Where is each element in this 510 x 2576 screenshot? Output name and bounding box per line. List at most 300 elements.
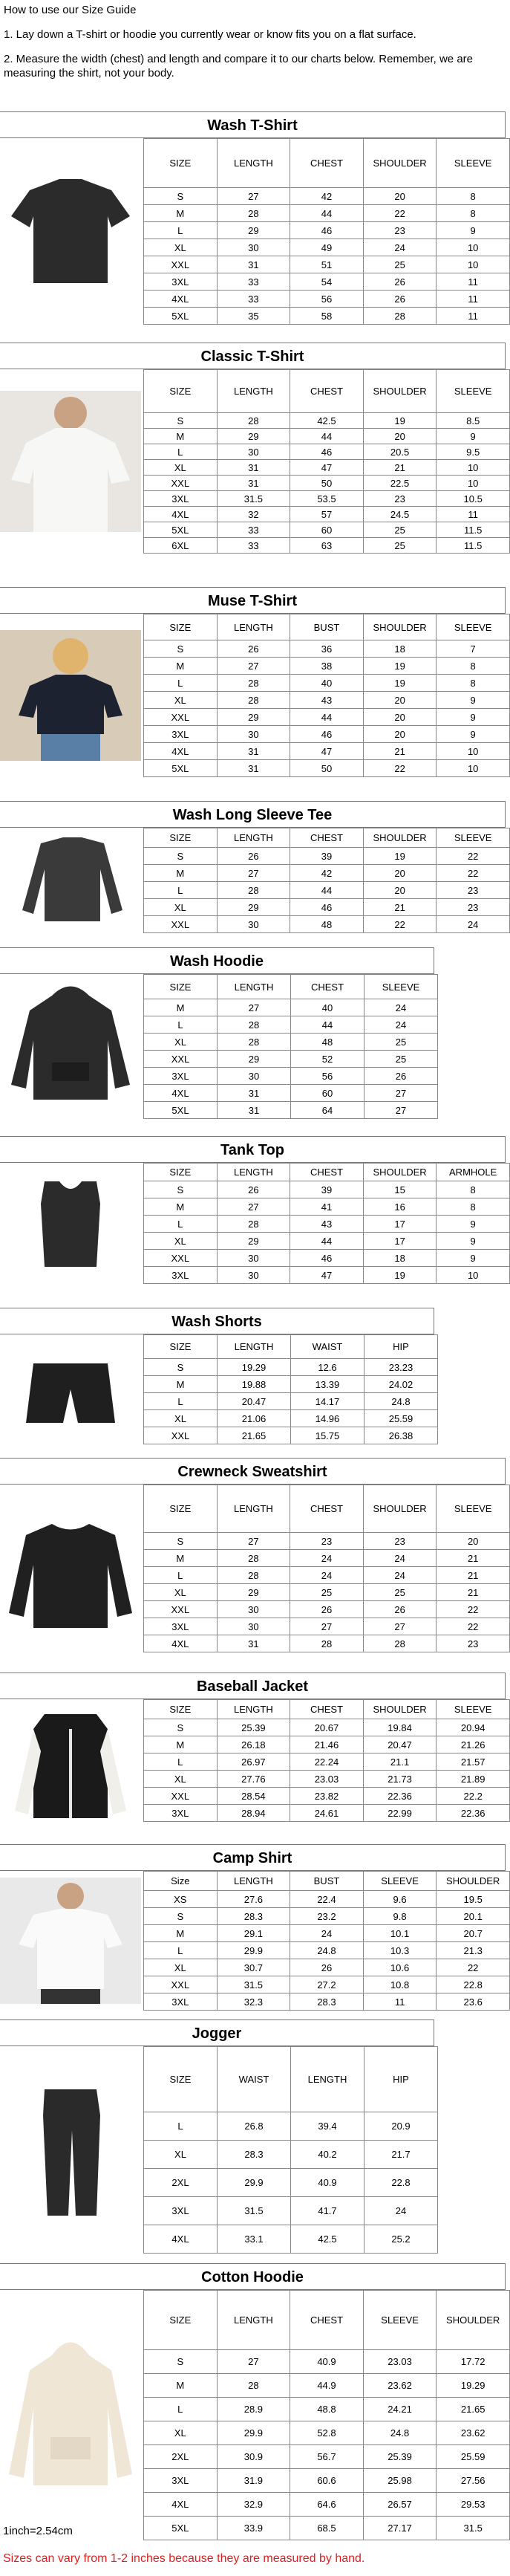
- size-chart-title: Cotton Hoodie: [0, 2263, 506, 2290]
- size-cell: 3XL: [144, 1805, 218, 1822]
- measurement-cell: 19.29: [437, 2374, 510, 2398]
- measurement-cell: 27: [290, 1618, 364, 1635]
- column-header: LENGTH: [291, 2047, 364, 2112]
- size-cell: XXL: [144, 1427, 218, 1444]
- measurement-cell: 25.59: [364, 1410, 438, 1427]
- measurement-cell: 29: [218, 1051, 291, 1068]
- size-cell: 4XL: [144, 291, 218, 308]
- measurement-cell: 47: [290, 1267, 364, 1284]
- measurement-cell: 64: [291, 1102, 364, 1119]
- measurement-cell: 48: [290, 916, 364, 933]
- measurement-cell: 31: [217, 460, 290, 476]
- measurement-cell: 33: [217, 522, 290, 538]
- measurement-cell: 9.5: [437, 444, 510, 460]
- table-row: [144, 291, 510, 308]
- size-chart-section: [0, 2019, 434, 2253]
- measurement-cell: 23.23: [364, 1359, 438, 1376]
- size-cell: L: [144, 1942, 218, 1959]
- measurement-cell: 27: [217, 188, 290, 205]
- product-photo: [0, 391, 141, 532]
- size-cell: XL: [144, 899, 218, 916]
- measurement-cell: 20.94: [437, 1719, 510, 1736]
- measurement-cell: 40: [290, 675, 364, 692]
- size-cell: XL: [144, 1584, 218, 1601]
- measurement-cell: 28: [218, 1016, 291, 1034]
- measurement-cell: 23.62: [437, 2421, 510, 2445]
- measurement-cell: 11.5: [437, 522, 510, 538]
- measurement-cell: 31: [217, 476, 290, 491]
- measurement-cell: 54: [290, 273, 364, 291]
- measurement-cell: 24: [290, 1550, 364, 1567]
- measurement-cell: 25: [363, 522, 437, 538]
- size-cell: 3XL: [144, 273, 218, 291]
- measurement-cell: 9: [437, 726, 510, 743]
- measurement-cell: 40.9: [290, 2350, 364, 2374]
- measurement-cell: 50: [290, 760, 364, 777]
- measurement-cell: 25: [363, 1584, 437, 1601]
- table-header-row: [144, 1485, 510, 1533]
- size-table: [143, 1699, 510, 1822]
- measurement-cell: 21: [437, 1550, 510, 1567]
- size-cell: S: [144, 413, 218, 429]
- measurement-cell: 21.46: [290, 1736, 364, 1753]
- size-cell: L: [144, 222, 218, 239]
- size-cell: M: [144, 1736, 218, 1753]
- size-chart-title: Camp Shirt: [0, 1844, 506, 1871]
- table-row: [144, 1891, 510, 1908]
- table-row: [144, 239, 510, 256]
- measurement-cell: 48: [291, 1034, 364, 1051]
- measurement-cell: 26: [290, 1601, 364, 1618]
- column-header: SLEEVE: [437, 1700, 510, 1719]
- measurement-cell: 24.02: [364, 1376, 438, 1393]
- measurement-cell: 21.7: [364, 2141, 438, 2169]
- guide-step-1: 1. Lay down a T-shirt or hoodie you currently wear or know fits you on a flat surface.: [4, 28, 416, 41]
- table-row: [144, 1771, 510, 1788]
- measurement-cell: 26: [363, 291, 437, 308]
- measurement-cell: 29: [217, 709, 290, 726]
- column-header: SLEEVE: [437, 1485, 510, 1533]
- measurement-cell: 60: [290, 522, 364, 538]
- size-chart-section: [0, 1458, 506, 1652]
- size-cell: 4XL: [144, 1085, 218, 1102]
- measurement-cell: 23.03: [363, 2350, 437, 2374]
- measurement-cell: 44: [290, 882, 364, 899]
- measurement-cell: 60: [291, 1085, 364, 1102]
- measurement-cell: 11: [437, 507, 510, 522]
- size-cell: 4XL: [144, 743, 218, 760]
- measurement-cell: 21: [363, 460, 437, 476]
- column-header: SIZE: [144, 370, 218, 413]
- column-header: BUST: [290, 1872, 364, 1891]
- measurement-cell: 25: [290, 1584, 364, 1601]
- measurement-cell: 11: [437, 291, 510, 308]
- measurement-cell: 10.3: [363, 1942, 437, 1959]
- measurement-cell: 53.5: [290, 491, 364, 507]
- size-chart-section: [0, 1308, 434, 1444]
- measurement-cell: 31: [217, 743, 290, 760]
- measurement-cell: 22: [437, 1959, 510, 1976]
- measurement-cell: 26: [364, 1068, 438, 1085]
- measurement-cell: 46: [290, 726, 364, 743]
- size-cell: 5XL: [144, 760, 218, 777]
- table-row: [144, 476, 510, 491]
- column-header: HIP: [364, 1335, 438, 1359]
- measurement-cell: 64.6: [290, 2493, 364, 2517]
- measurement-cell: 27: [218, 999, 291, 1016]
- measurement-cell: 25: [364, 1051, 438, 1068]
- measurement-cell: 28: [217, 1550, 290, 1567]
- column-header: SIZE: [144, 1700, 218, 1719]
- size-cell: S: [144, 188, 218, 205]
- measurement-cell: 24.8: [363, 2421, 437, 2445]
- measurement-cell: 21: [363, 743, 437, 760]
- column-header: SIZE: [144, 2047, 218, 2112]
- column-header: SLEEVE: [437, 370, 510, 413]
- measurement-cell: 33.9: [217, 2517, 290, 2540]
- measurement-cell: 24.8: [364, 1393, 438, 1410]
- measurement-cell: 27: [217, 1533, 290, 1550]
- measurement-disclaimer: Sizes can vary from 1-2 inches because they are measured by hand.: [3, 2552, 365, 2565]
- measurement-cell: 28.3: [290, 1993, 364, 2011]
- measurement-cell: 40.2: [291, 2141, 364, 2169]
- measurement-cell: 22: [363, 760, 437, 777]
- measurement-cell: 20.47: [363, 1736, 437, 1753]
- size-cell: XL: [144, 2421, 218, 2445]
- measurement-cell: 27.2: [290, 1976, 364, 1993]
- product-photo: [0, 1170, 141, 1276]
- measurement-cell: 21.06: [218, 1410, 291, 1427]
- size-chart-title: Muse T-Shirt: [0, 587, 506, 614]
- measurement-cell: 40: [291, 999, 364, 1016]
- measurement-cell: 23: [290, 1533, 364, 1550]
- measurement-cell: 56.7: [290, 2445, 364, 2469]
- size-cell: 5XL: [144, 2517, 218, 2540]
- table-row: [144, 692, 510, 709]
- size-cell: M: [144, 1376, 218, 1393]
- product-photo: [0, 2071, 141, 2228]
- size-cell: XL: [144, 1771, 218, 1788]
- column-header: CHEST: [290, 1700, 364, 1719]
- size-cell: S: [144, 1359, 218, 1376]
- measurement-cell: 39.4: [291, 2112, 364, 2141]
- measurement-cell: 33: [217, 273, 290, 291]
- table-row: [144, 308, 510, 325]
- column-header: SLEEVE: [437, 139, 510, 188]
- product-photo: [0, 1699, 141, 1826]
- measurement-cell: 43: [290, 692, 364, 709]
- measurement-cell: 7: [437, 640, 510, 658]
- size-cell: 3XL: [144, 2197, 218, 2225]
- guide-heading: How to use our Size Guide: [4, 4, 137, 16]
- table-header-row: [144, 975, 438, 999]
- measurement-cell: 44: [290, 205, 364, 222]
- measurement-cell: 29: [217, 1233, 290, 1250]
- measurement-cell: 10.6: [363, 1959, 437, 1976]
- measurement-cell: 8: [437, 675, 510, 692]
- size-chart-section: [0, 343, 506, 553]
- table-row: [144, 460, 510, 476]
- size-cell: XS: [144, 1891, 218, 1908]
- measurement-cell: 9: [437, 1233, 510, 1250]
- size-chart-title: Jogger: [0, 2019, 434, 2046]
- table-row: [144, 1267, 510, 1284]
- column-header: SLEEVE: [437, 614, 510, 640]
- size-chart-section: [0, 2263, 506, 2540]
- size-cell: M: [144, 1198, 218, 1216]
- table-header-row: [144, 370, 510, 413]
- size-cell: XL: [144, 1410, 218, 1427]
- measurement-cell: 31.5: [437, 2517, 510, 2540]
- table-row: [144, 1584, 510, 1601]
- size-table: [143, 974, 438, 1119]
- measurement-cell: 47: [290, 743, 364, 760]
- table-row: [144, 1359, 438, 1376]
- measurement-cell: 27: [217, 2350, 290, 2374]
- measurement-cell: 26: [217, 640, 290, 658]
- measurement-cell: 41.7: [291, 2197, 364, 2225]
- size-cell: 4XL: [144, 2493, 218, 2517]
- product-photo: [0, 160, 141, 302]
- measurement-cell: 9: [437, 429, 510, 444]
- size-cell: L: [144, 2398, 218, 2421]
- measurement-cell: 10.5: [437, 491, 510, 507]
- size-cell: M: [144, 865, 218, 882]
- measurement-cell: 20.47: [218, 1393, 291, 1410]
- measurement-cell: 27: [364, 1102, 438, 1119]
- size-chart-title: Wash Long Sleeve Tee: [0, 801, 506, 828]
- column-header: SIZE: [144, 975, 218, 999]
- size-cell: L: [144, 2112, 218, 2141]
- table-row: [144, 2421, 510, 2445]
- table-row: [144, 899, 510, 916]
- column-header: SHOULDER: [363, 139, 437, 188]
- size-cell: M: [144, 1550, 218, 1567]
- size-chart-title: Crewneck Sweatshirt: [0, 1458, 506, 1485]
- measurement-cell: 26: [363, 1601, 437, 1618]
- size-cell: 3XL: [144, 1068, 218, 1085]
- measurement-cell: 24: [364, 1016, 438, 1034]
- column-header: SIZE: [144, 139, 218, 188]
- measurement-cell: 21.57: [437, 1753, 510, 1771]
- size-cell: M: [144, 658, 218, 675]
- table-row: [144, 2517, 510, 2540]
- measurement-cell: 42.5: [290, 413, 364, 429]
- measurement-cell: 26.38: [364, 1427, 438, 1444]
- column-header: LENGTH: [217, 1164, 290, 1181]
- measurement-cell: 29: [217, 222, 290, 239]
- measurement-cell: 46: [290, 899, 364, 916]
- measurement-cell: 24: [363, 1550, 437, 1567]
- measurement-cell: 25: [364, 1034, 438, 1051]
- size-cell: XXL: [144, 476, 218, 491]
- column-header: SIZE: [144, 1164, 218, 1181]
- measurement-cell: 30: [217, 1618, 290, 1635]
- table-row: [144, 444, 510, 460]
- measurement-cell: 32: [217, 507, 290, 522]
- table-row: [144, 709, 510, 726]
- table-row: [144, 1427, 438, 1444]
- measurement-cell: 16: [363, 1198, 437, 1216]
- size-table: [143, 369, 510, 554]
- measurement-cell: 31.9: [217, 2469, 290, 2493]
- measurement-cell: 22: [437, 865, 510, 882]
- table-row: [144, 1635, 510, 1652]
- table-row: [144, 726, 510, 743]
- size-cell: XXL: [144, 1976, 218, 1993]
- measurement-cell: 25: [363, 256, 437, 273]
- measurement-cell: 9: [437, 709, 510, 726]
- measurement-cell: 17.72: [437, 2350, 510, 2374]
- measurement-cell: 28.3: [217, 1908, 290, 1925]
- column-header: SHOULDER: [363, 1485, 437, 1533]
- table-row: [144, 1410, 438, 1427]
- measurement-cell: 27: [363, 1618, 437, 1635]
- size-chart-section: [0, 947, 434, 1118]
- table-row: [144, 2374, 510, 2398]
- measurement-cell: 24: [437, 916, 510, 933]
- size-cell: 3XL: [144, 2469, 218, 2493]
- product-photo: [0, 828, 141, 932]
- size-cell: 2XL: [144, 2169, 218, 2197]
- table-header-row: [144, 1164, 510, 1181]
- table-row: [144, 188, 510, 205]
- product-photo: [0, 1502, 141, 1635]
- size-table: [143, 1334, 438, 1444]
- column-header: SLEEVE: [364, 975, 438, 999]
- size-cell: XL: [144, 1233, 218, 1250]
- measurement-cell: 35: [217, 308, 290, 325]
- size-cell: L: [144, 1567, 218, 1584]
- table-row: [144, 1533, 510, 1550]
- measurement-cell: 44: [290, 709, 364, 726]
- measurement-cell: 22: [437, 1601, 510, 1618]
- size-table: [143, 1163, 510, 1284]
- measurement-cell: 24.8: [290, 1942, 364, 1959]
- column-header: LENGTH: [217, 370, 290, 413]
- measurement-cell: 27.76: [217, 1771, 290, 1788]
- measurement-cell: 19: [363, 413, 437, 429]
- measurement-cell: 25.98: [363, 2469, 437, 2493]
- measurement-cell: 14.96: [291, 1410, 364, 1427]
- table-row: [144, 222, 510, 239]
- measurement-cell: 28: [217, 1567, 290, 1584]
- size-chart-section: [0, 587, 506, 776]
- size-cell: 3XL: [144, 726, 218, 743]
- column-header: CHEST: [290, 1164, 364, 1181]
- measurement-cell: 22.24: [290, 1753, 364, 1771]
- column-header: SIZE: [144, 1335, 218, 1359]
- measurement-cell: 25: [363, 538, 437, 554]
- measurement-cell: 27.56: [437, 2469, 510, 2493]
- measurement-cell: 28: [290, 1635, 364, 1652]
- measurement-cell: 20.7: [437, 1925, 510, 1942]
- measurement-cell: 26: [217, 1181, 290, 1198]
- size-chart-section: [0, 801, 506, 932]
- size-cell: XL: [144, 239, 218, 256]
- table-row: [144, 760, 510, 777]
- measurement-cell: 9: [437, 1216, 510, 1233]
- product-photo: [0, 981, 141, 1112]
- column-header: CHEST: [290, 139, 364, 188]
- column-header: CHEST: [291, 975, 364, 999]
- table-row: [144, 1788, 510, 1805]
- measurement-cell: 11: [363, 1993, 437, 2011]
- table-row: [144, 1085, 438, 1102]
- size-cell: 3XL: [144, 1267, 218, 1284]
- size-chart-title: Tank Top: [0, 1136, 506, 1163]
- table-row: [144, 1376, 438, 1393]
- measurement-cell: 18: [363, 640, 437, 658]
- size-table: [143, 614, 510, 777]
- column-header: ARMHOLE: [437, 1164, 510, 1181]
- measurement-cell: 58: [290, 308, 364, 325]
- measurement-cell: 22: [437, 1618, 510, 1635]
- size-cell: L: [144, 882, 218, 899]
- measurement-cell: 23: [437, 882, 510, 899]
- measurement-cell: 19: [363, 675, 437, 692]
- table-row: [144, 1181, 510, 1198]
- measurement-cell: 30: [217, 726, 290, 743]
- size-cell: S: [144, 1181, 218, 1198]
- size-cell: XXL: [144, 916, 218, 933]
- measurement-cell: 33: [217, 291, 290, 308]
- table-header-row: [144, 1700, 510, 1719]
- size-cell: S: [144, 848, 218, 865]
- column-header: CHEST: [290, 828, 364, 848]
- size-cell: XXL: [144, 1051, 218, 1068]
- measurement-cell: 39: [290, 848, 364, 865]
- measurement-cell: 20.9: [364, 2112, 438, 2141]
- table-row: [144, 848, 510, 865]
- size-table: [143, 1485, 510, 1652]
- size-cell: L: [144, 444, 218, 460]
- measurement-cell: 15.75: [291, 1427, 364, 1444]
- table-header-row: [144, 1872, 510, 1891]
- size-chart-title: Wash T-Shirt: [0, 111, 506, 138]
- size-cell: XL: [144, 1034, 218, 1051]
- measurement-cell: 31.5: [217, 1976, 290, 1993]
- measurement-cell: 49: [290, 239, 364, 256]
- table-row: [144, 1216, 510, 1233]
- column-header: LENGTH: [217, 614, 290, 640]
- size-cell: L: [144, 1016, 218, 1034]
- table-row: [144, 522, 510, 538]
- table-row: [144, 1736, 510, 1753]
- column-header: LENGTH: [218, 1335, 291, 1359]
- measurement-cell: 10: [437, 460, 510, 476]
- table-header-row: [144, 614, 510, 640]
- size-cell: S: [144, 1533, 218, 1550]
- table-row: [144, 429, 510, 444]
- measurement-cell: 8: [437, 1181, 510, 1198]
- size-cell: 5XL: [144, 308, 218, 325]
- measurement-cell: 18: [363, 1250, 437, 1267]
- table-row: [144, 1719, 510, 1736]
- column-header: WAIST: [291, 1335, 364, 1359]
- column-header: SIZE: [144, 614, 218, 640]
- measurement-cell: 24: [290, 1925, 364, 1942]
- column-header: LENGTH: [217, 2291, 290, 2350]
- column-header: Size: [144, 1872, 218, 1891]
- column-header: SHOULDER: [363, 1164, 437, 1181]
- table-row: [144, 2398, 510, 2421]
- size-cell: 3XL: [144, 1993, 218, 2011]
- column-header: SLEEVE: [437, 828, 510, 848]
- measurement-cell: 44: [290, 1233, 364, 1250]
- measurement-cell: 24: [364, 2197, 438, 2225]
- table-row: [144, 2445, 510, 2469]
